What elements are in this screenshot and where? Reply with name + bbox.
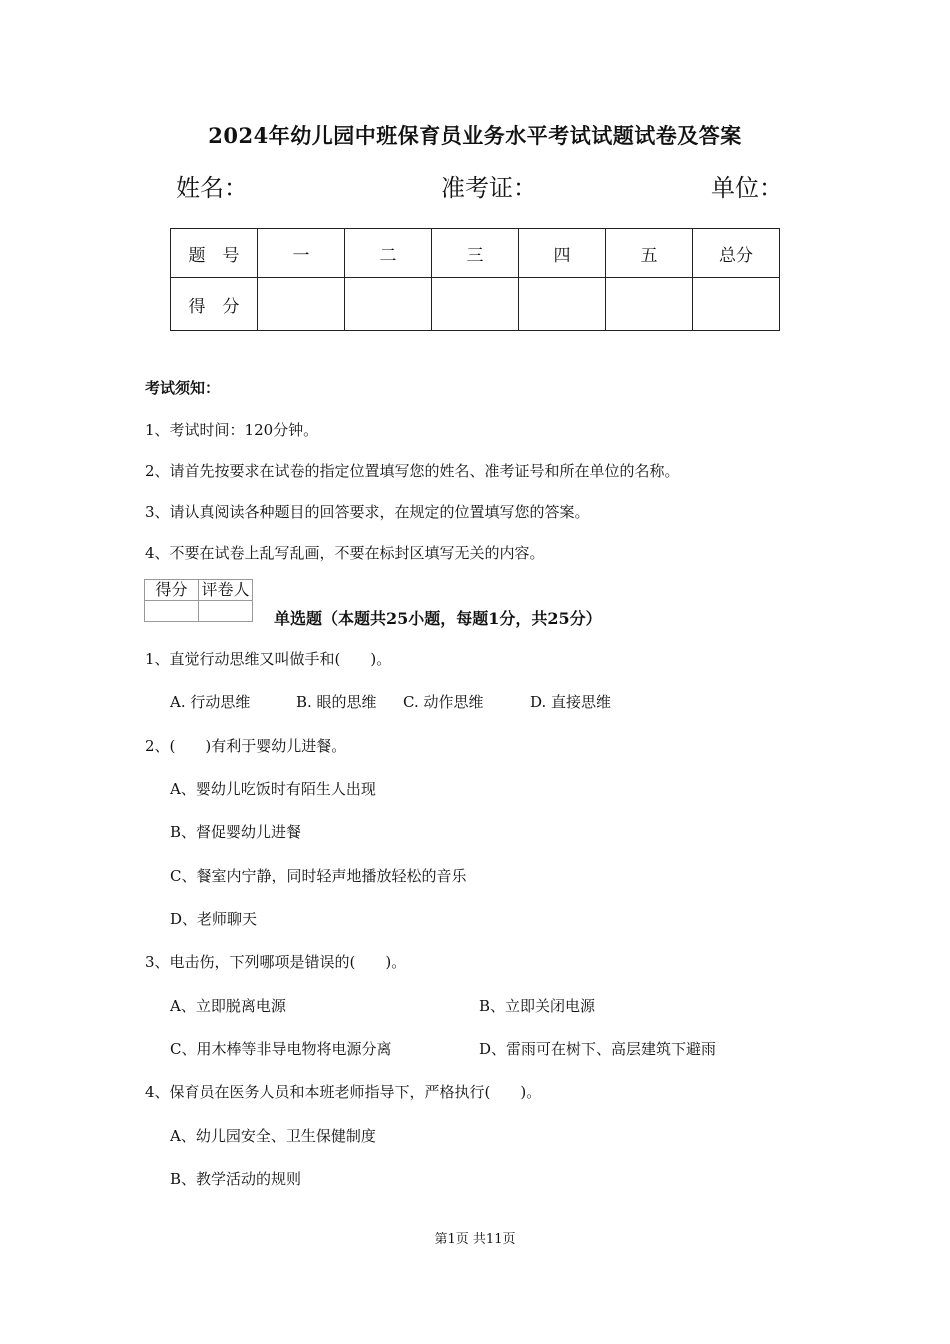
grader-box [144, 579, 253, 622]
notice-item-2: 2、请首先按要求在试卷的指定位置填写您的姓名、准考证号和所在单位的名称。 [145, 462, 680, 480]
question-4-stem: 4、保育员在医务人员和本班老师指导下，严格执行( )。 [145, 1083, 542, 1101]
score-table-header-5: 五 [606, 229, 693, 278]
grader-name-label: 评卷人 [199, 580, 253, 601]
score-cell-5[interactable] [606, 278, 693, 331]
question-1-stem: 1、直觉行动思维又叫做手和( )。 [145, 650, 392, 668]
score-cell-4[interactable] [519, 278, 606, 331]
grader-score-label: 得分 [145, 580, 199, 601]
score-table-header-3: 三 [432, 229, 519, 278]
question-3-option-d: D、雷雨可在树下、高层建筑下避雨 [479, 1040, 717, 1058]
question-3-option-a: A、立即脱离电源 [170, 997, 286, 1015]
question-2-stem: 2、( )有利于婴幼儿进餐。 [145, 737, 347, 755]
unit-label: 单位： [711, 174, 783, 202]
question-3-stem: 3、电击伤，下列哪项是错误的( )。 [145, 953, 407, 971]
question-2-option-a: A、婴幼儿吃饭时有陌生人出现 [170, 780, 376, 798]
score-table [170, 228, 780, 331]
question-2-option-b: B、督促婴幼儿进餐 [170, 823, 302, 841]
score-table-header-4: 四 [519, 229, 606, 278]
section-title: 单选题（本题共25小题，每题1分，共25分） [274, 609, 602, 628]
score-table-header-1: 一 [258, 229, 345, 278]
notice-item-1: 1、考试时间：120分钟。 [145, 421, 319, 439]
score-cell-total[interactable] [693, 278, 780, 331]
notice-item-4: 4、不要在试卷上乱写乱画，不要在标封区填写无关的内容。 [145, 544, 545, 562]
document-title: 2024年幼儿园中班保育员业务水平考试试题试卷及答案 [208, 123, 742, 148]
question-4-option-a: A、幼儿园安全、卫生保健制度 [170, 1127, 376, 1145]
score-table-header-label: 题 号 [171, 229, 258, 278]
score-table-score-row [171, 278, 780, 331]
question-1-option-c: C. 动作思维 [403, 693, 484, 711]
page-footer: 第1页 共11页 [434, 1232, 516, 1247]
question-3-option-c: C、用木棒等非导电物将电源分离 [170, 1040, 392, 1058]
score-table-header-2: 二 [345, 229, 432, 278]
score-cell-2[interactable] [345, 278, 432, 331]
grader-score-cell[interactable] [145, 601, 199, 622]
question-2-option-c: C、餐室内宁静，同时轻声地播放轻松的音乐 [170, 867, 467, 885]
question-1-option-b: B. 眼的思维 [296, 693, 377, 711]
question-2-option-d: D、老师聊天 [170, 910, 258, 928]
name-label: 姓名： [176, 174, 248, 202]
score-cell-1[interactable] [258, 278, 345, 331]
question-1-option-a: A. 行动思维 [170, 693, 251, 711]
notice-item-3: 3、请认真阅读各种题目的回答要求，在规定的位置填写您的答案。 [145, 503, 590, 521]
score-cell-3[interactable] [432, 278, 519, 331]
exam-number-label: 准考证： [441, 174, 537, 202]
score-table-header-total: 总分 [693, 229, 780, 278]
question-4-option-b: B、教学活动的规则 [170, 1170, 302, 1188]
grader-name-cell[interactable] [199, 601, 253, 622]
question-3-option-b: B、立即关闭电源 [479, 997, 596, 1015]
score-table-score-label: 得 分 [171, 278, 258, 331]
notice-heading: 考试须知： [145, 379, 221, 397]
question-1-option-d: D. 直接思维 [530, 693, 612, 711]
score-table-header-row [171, 229, 780, 278]
